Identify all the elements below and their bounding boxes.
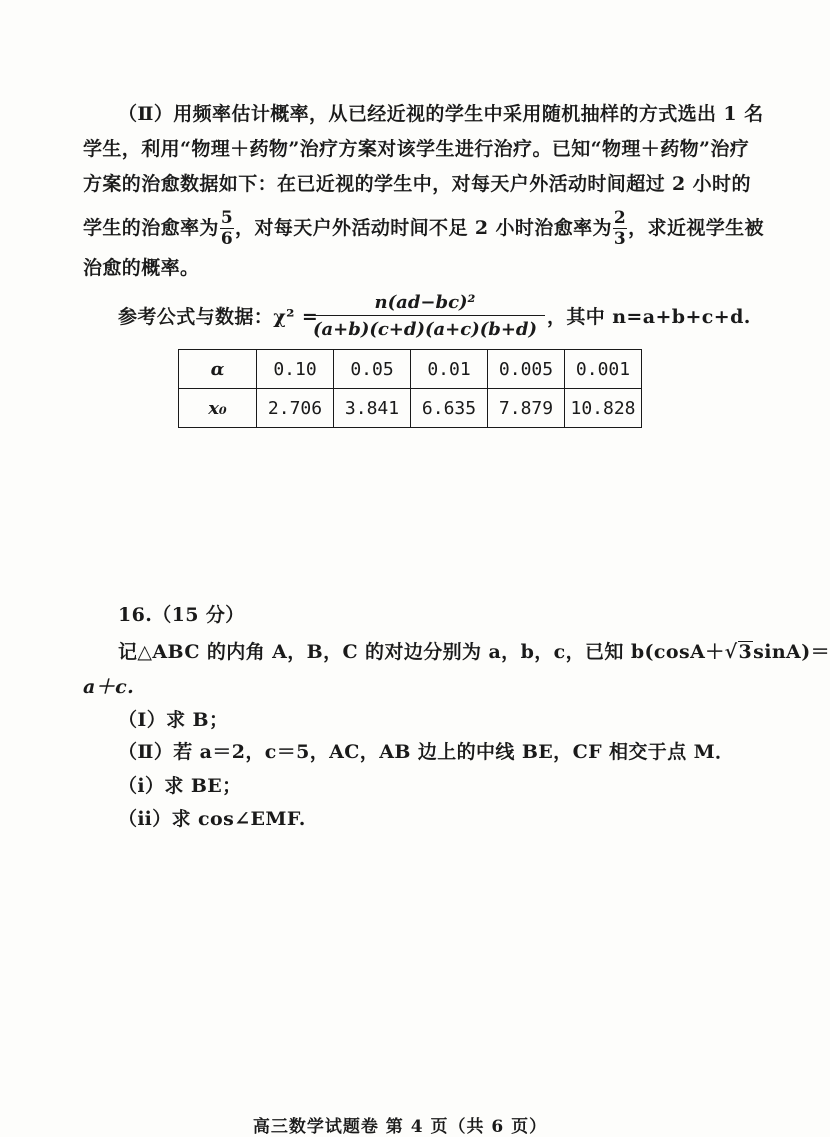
table-cell: 0.05 [334, 350, 411, 389]
part2-line4 [83, 210, 764, 248]
table-cell: 0.005 [488, 350, 565, 389]
fraction-two-thirds [613, 210, 627, 248]
q16-line1-start: 记△ABC 的内角 A，B，C 的对边分别为 a，b，c，已知 b(cosA＋ [118, 641, 725, 663]
q16-line1-end: sinA)＝ [753, 641, 830, 663]
sqrt-symbol-icon: √ [724, 641, 738, 663]
q16-sub1: （Ⅰ）求 B； [118, 709, 229, 731]
chi-square-fraction [305, 292, 545, 340]
frac2-numerator: 2 [613, 208, 627, 228]
table-header-alpha: α [179, 350, 257, 389]
q16-sub2: （Ⅱ）若 a＝2，c＝5，AC，AB 边上的中线 BE，CF 相交于点 M． [118, 741, 735, 763]
table-cell: 0.10 [257, 350, 334, 389]
part2-line2: 学生，利用“物理＋药物”治疗方案对该学生进行治疗。已知“物理＋药物”治疗 [83, 138, 750, 160]
part2-line5: 治愈的概率。 [83, 257, 200, 279]
table-row-alpha [179, 350, 642, 389]
frac1-numerator: 5 [220, 208, 234, 228]
fraction-five-sixths [220, 210, 234, 248]
table-cell: 0.01 [411, 350, 488, 389]
table-cell: 2.706 [257, 389, 334, 428]
part2-line4-end: ，求近视学生被 [628, 217, 764, 239]
part2-line1: （Ⅱ）用频率估计概率，从已经近视的学生中采用随机抽样的方式选出 1 名 [118, 103, 764, 125]
table-cell: 3.841 [334, 389, 411, 428]
table-header-x0: x₀ [179, 389, 257, 428]
formula-label: 参考公式与数据：χ² = [118, 306, 319, 328]
table-cell: 7.879 [488, 389, 565, 428]
frac2-denominator: 3 [613, 229, 627, 249]
q16-line2: a＋c. [83, 676, 135, 698]
frac1-denominator: 6 [220, 229, 234, 249]
part2-line4-mid: ，对每天户外活动时间不足 2 小时治愈率为 [235, 217, 612, 239]
sqrt-radicand: 3 [738, 641, 753, 663]
q16-sub2i: （ⅰ）求 BE； [118, 775, 242, 797]
part2-line3: 方案的治愈数据如下：在已近视的学生中，对每天户外活动时间超过 2 小时的 [83, 173, 751, 195]
formula-denominator: (a+b)(c+d)(a+c)(b+d) [312, 319, 538, 340]
critical-value-table [178, 349, 642, 428]
table-cell: 0.001 [565, 350, 642, 389]
q16-line1 [118, 640, 830, 664]
q16-heading: 16.（15 分） [118, 604, 245, 626]
part2-line4-start: 学生的治愈率为 [83, 217, 219, 239]
formula-numerator: n(ad−bc)² [305, 292, 545, 316]
q16-sub2ii: （ⅱ）求 cos∠EMF. [118, 808, 306, 830]
page-footer: 高三数学试题卷 第 4 页（共 6 页） [252, 1117, 548, 1137]
table-cell: 6.635 [411, 389, 488, 428]
formula-suffix: ，其中 n=a+b+c+d. [547, 306, 751, 328]
table-row-x0 [179, 389, 642, 428]
table-cell: 10.828 [565, 389, 642, 428]
